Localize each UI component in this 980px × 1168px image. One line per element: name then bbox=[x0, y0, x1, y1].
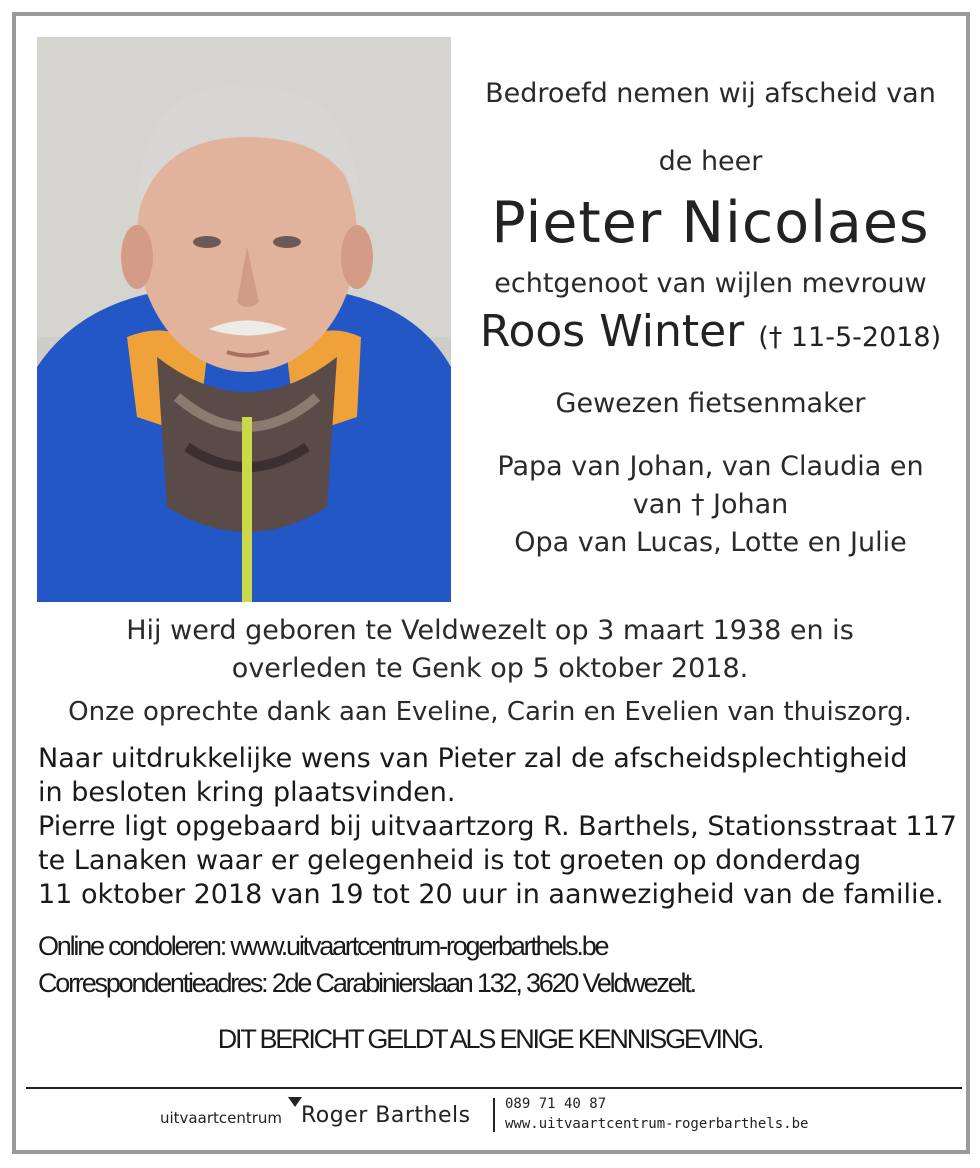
spouse-death-date: († 11-5-2018) bbox=[758, 322, 942, 353]
triangle-icon bbox=[288, 1097, 302, 1107]
portrait-photo bbox=[37, 37, 451, 602]
info-line: te Lanaken waar er gelegenheid is tot groeten op donderdag bbox=[38, 845, 862, 876]
portrait-photo-icon bbox=[37, 37, 451, 602]
birth-line: Hij werd geboren te Veldwezelt op 3 maart 1938 en is bbox=[126, 615, 854, 646]
phone-number: 089 71 40 87 bbox=[505, 1096, 607, 1112]
notice-text: DIT BERICHT GELDT ALS ENIGE KENNISGEVING. bbox=[217, 1024, 763, 1054]
thanks-text: Onze oprechte dank aan Eveline, Carin en Evelien van thuiszorg. bbox=[68, 697, 912, 727]
website-link[interactable]: www.uitvaartcentrum-rogerbarthels.be bbox=[505, 1116, 809, 1132]
family-line: Opa van Lucas, Lotte en Julie bbox=[514, 527, 907, 558]
ceremony-info bbox=[38, 742, 968, 912]
info-line: Pierre ligt opgebaard bij uitvaartzorg R. Barthels, Stationsstraat 117 bbox=[38, 811, 957, 842]
brand-name: Roger Barthels bbox=[301, 1103, 471, 1128]
info-line: in besloten kring plaatsvinden. bbox=[38, 777, 456, 808]
family-block bbox=[458, 448, 963, 562]
footer bbox=[0, 1092, 980, 1136]
honorific-text: de heer bbox=[658, 146, 763, 177]
family-line: van † Johan bbox=[632, 489, 789, 520]
footer-divider bbox=[26, 1087, 962, 1089]
spouse-line bbox=[458, 306, 963, 357]
spouse-intro: echtgenoot van wijlen mevrouw bbox=[494, 268, 927, 299]
death-line: overleden te Genk op 5 oktober 2018. bbox=[231, 653, 749, 684]
intro-text: Bedroefd nemen wij afscheid van bbox=[485, 78, 936, 109]
info-line: 11 oktober 2018 van 19 tot 20 uur in aanwezigheid van de familie. bbox=[38, 879, 944, 910]
online-condolence: Online condoleren: www.uitvaartcentrum-rogerbarthels.be bbox=[38, 931, 608, 961]
info-line: Naar uitdrukkelijke wens van Pieter zal de afscheidsplechtigheid bbox=[38, 743, 908, 774]
contact-block bbox=[505, 1094, 808, 1134]
brand-small-text: uitvaartcentrum bbox=[160, 1109, 283, 1127]
birth-death-block bbox=[0, 612, 980, 688]
deceased-name: Pieter Nicolaes bbox=[491, 190, 930, 256]
correspondence-address: Correspondentieadres: 2de Carabinierslaan 132, 3620 Veldwezelt. bbox=[38, 968, 695, 998]
spouse-name: Roos Winter bbox=[479, 306, 745, 357]
occupation-text: Gewezen fietsenmaker bbox=[555, 388, 866, 419]
family-line: Papa van Johan, van Claudia en bbox=[497, 451, 924, 482]
footer-separator bbox=[493, 1098, 495, 1132]
